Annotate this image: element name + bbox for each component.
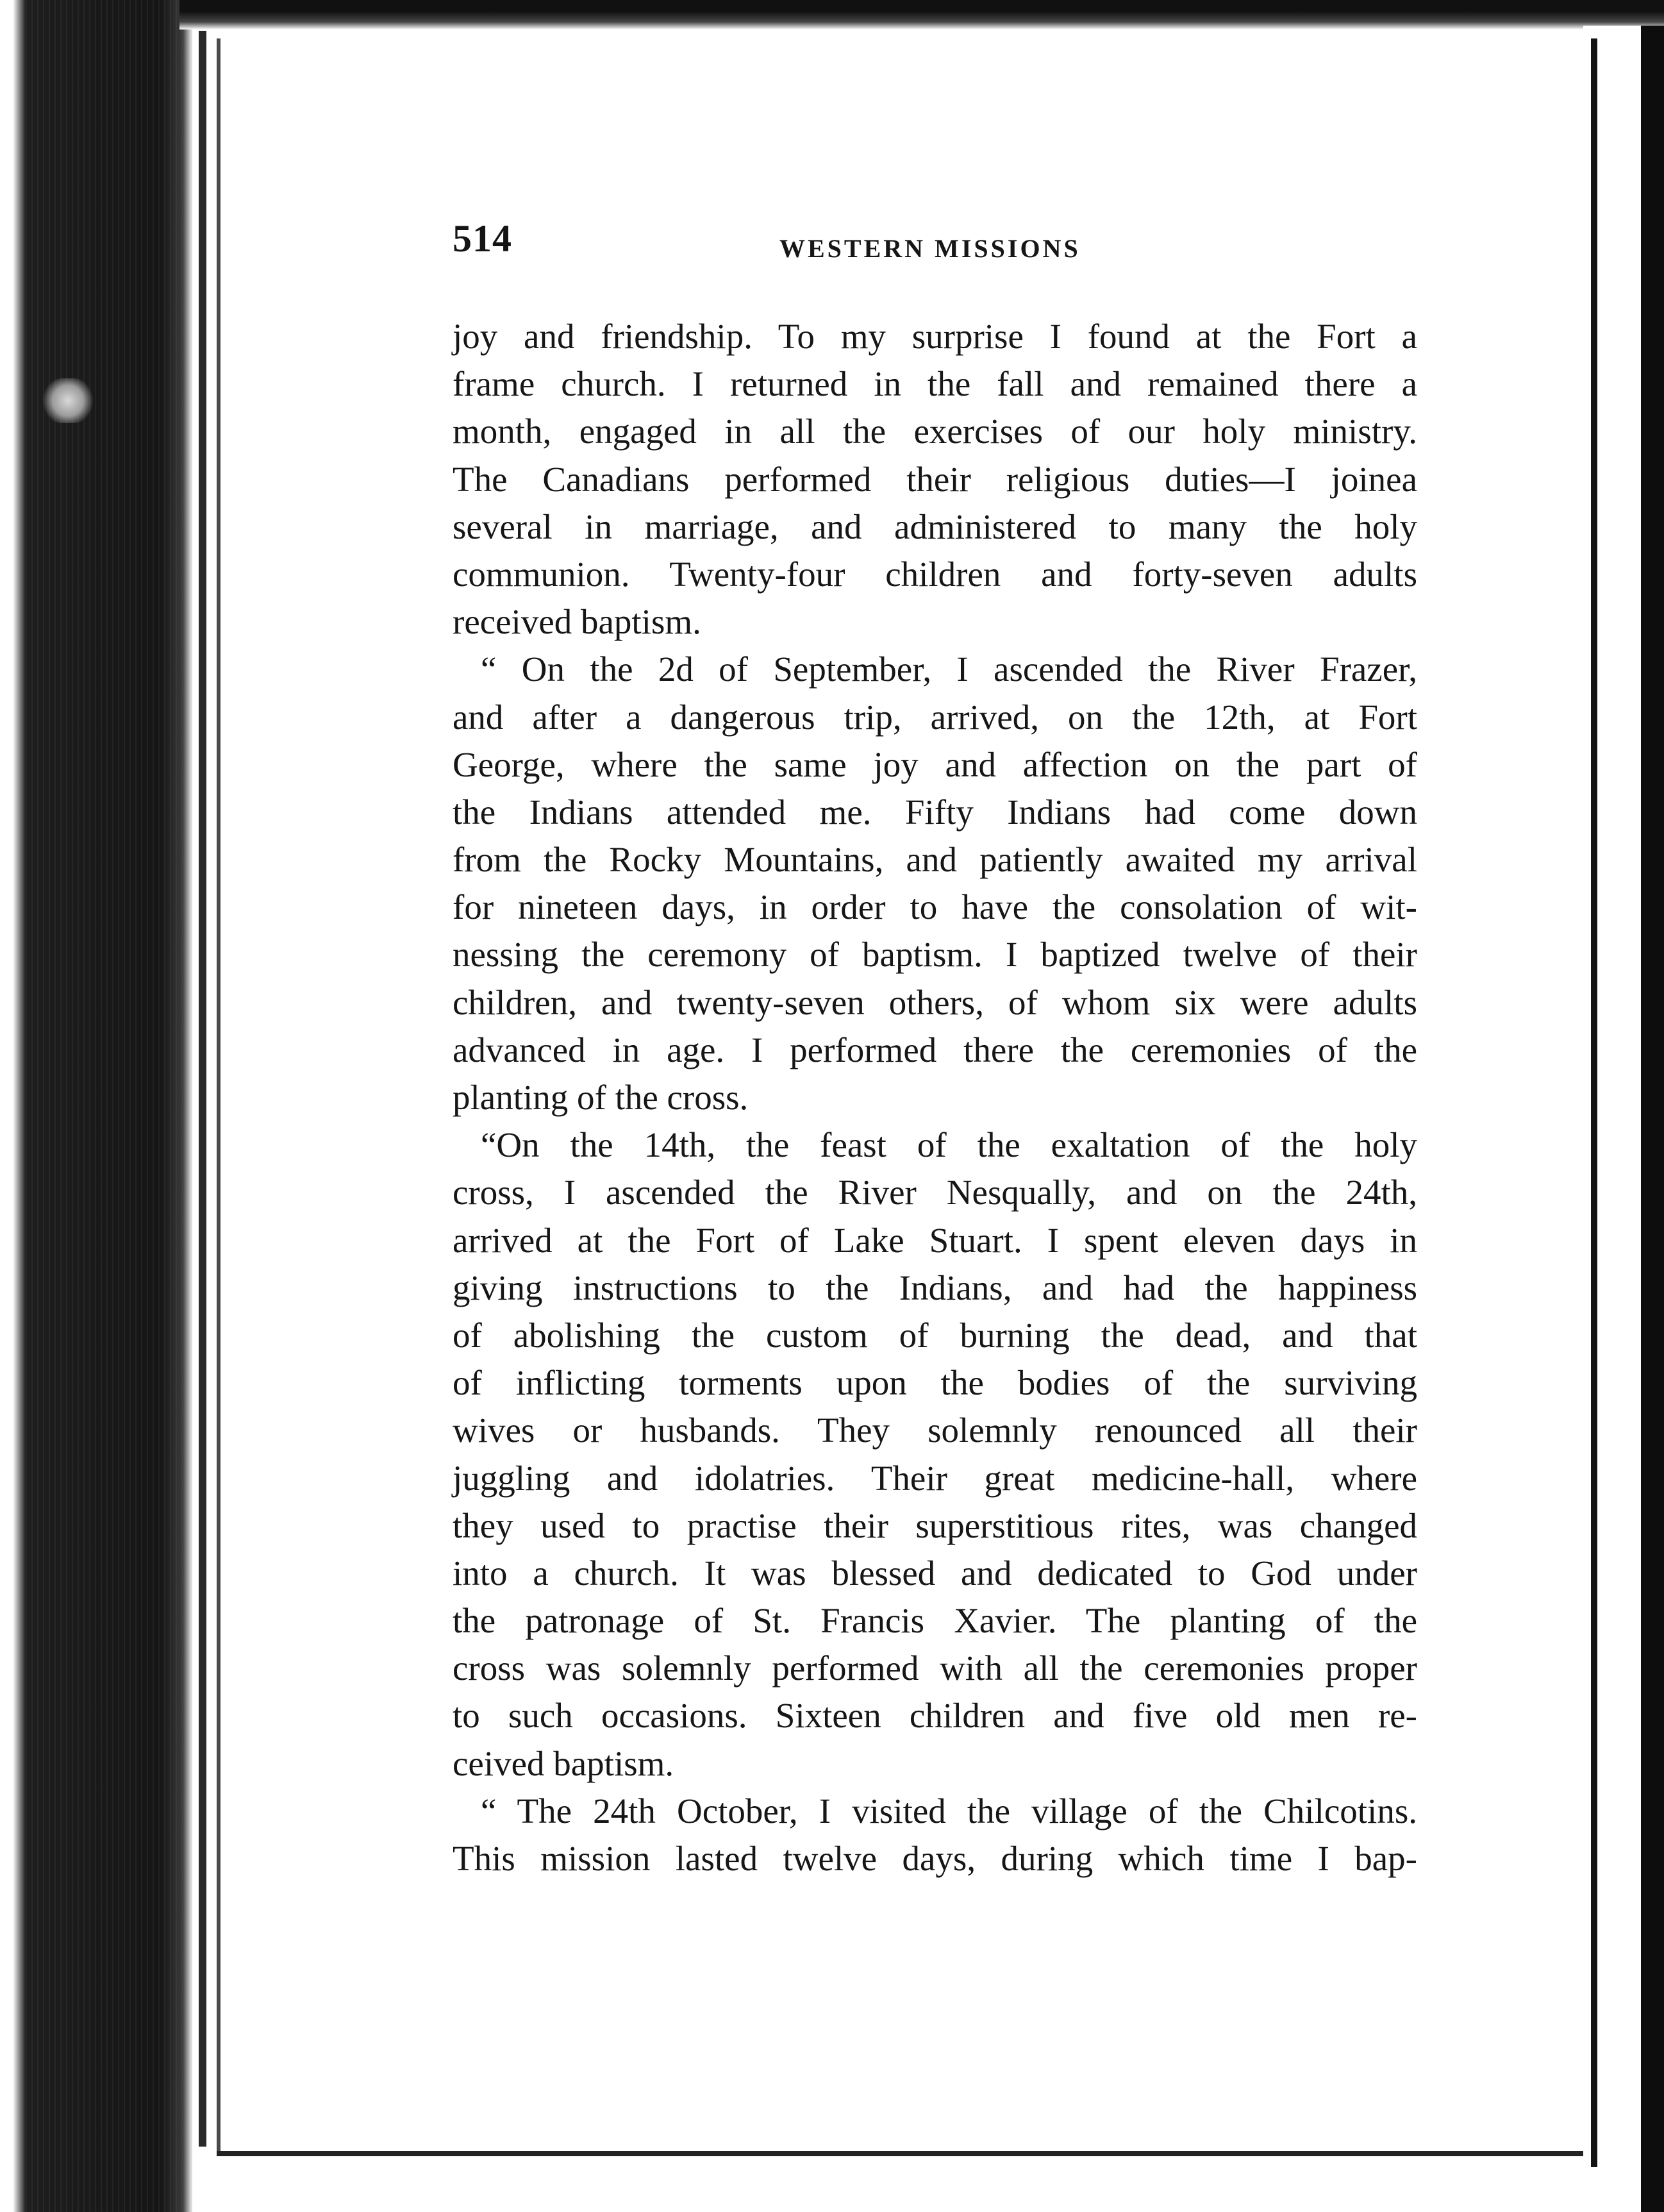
body-text xyxy=(453,313,1417,1882)
text-line: nessing the ceremony of baptism. I baptized twelve of their xyxy=(453,935,1417,975)
text-line: children, and twenty-seven others, of whom six were adults xyxy=(453,982,1417,1022)
text-line: cross was solemnly performed with all the ceremonies proper xyxy=(453,1648,1417,1688)
text-line: received baptism. xyxy=(453,602,701,642)
page-edge-inner xyxy=(217,38,220,2154)
text-line: giving instructions to the Indians, and had the happiness xyxy=(453,1268,1417,1307)
text-line: “ On the 2d of September, I ascended the River Frazer, xyxy=(481,649,1417,689)
running-head: WESTERN MISSIONS xyxy=(779,234,1081,263)
text-line: cross, I ascended the River Nesqually, and on the 24th, xyxy=(453,1173,1417,1212)
text-line: the Indians attended me. Fifty Indians had come down xyxy=(453,792,1417,832)
text-line: the patronage of St. Francis Xavier. The planting of the xyxy=(453,1601,1417,1641)
text-line: This mission lasted twelve days, during which time I bap- xyxy=(453,1839,1417,1878)
text-line: month, engaged in all the exercises of our holy ministry. xyxy=(453,412,1417,451)
text-line: into a church. It was blessed and dedicated to God under xyxy=(453,1553,1417,1593)
text-line: advanced in age. I performed there the ceremonies of the xyxy=(453,1030,1417,1069)
text-line: communion. Twenty-four children and forty-seven adults xyxy=(453,554,1417,594)
text-line: of inflicting torments upon the bodies of the surviving xyxy=(453,1363,1417,1403)
text-line: arrived at the Fort of Lake Stuart. I spent eleven days in xyxy=(453,1220,1417,1260)
text-line: for nineteen days, in order to have the consolation of wit- xyxy=(453,887,1417,927)
page-number: 514 xyxy=(453,217,512,260)
scanner-border-right xyxy=(1641,26,1664,2212)
text-line: to such occasions. Sixteen children and five old men re- xyxy=(453,1696,1417,1736)
facing-page-edge xyxy=(1591,38,1597,2167)
text-line: they used to practise their superstitious rites, was changed xyxy=(453,1505,1417,1545)
page-edge-outer xyxy=(199,31,206,2147)
text-line: George, where the same joy and affection on the part of xyxy=(453,744,1417,784)
text-line: of abolishing the custom of burning the dead, and that xyxy=(453,1315,1417,1355)
text-line: frame church. I returned in the fall and remained there a xyxy=(453,364,1417,404)
text-line: from the Rocky Mountains, and patiently awaited my arrival xyxy=(453,840,1417,880)
text-line: several in marriage, and administered to many the holy xyxy=(453,507,1417,546)
text-line: ceived baptism. xyxy=(453,1743,674,1783)
text-line: “On the 14th, the feast of the exaltation of the holy xyxy=(481,1125,1417,1165)
scan-smudge xyxy=(42,378,94,423)
scanner-streaks xyxy=(26,0,186,2212)
text-line: and after a dangerous trip, arrived, on the 12th, at Fort xyxy=(453,697,1417,737)
text-line: “ The 24th October, I visited the village of the Chilcotins. xyxy=(481,1791,1417,1831)
scanner-border-top xyxy=(179,0,1664,29)
text-line: juggling and idolatries. Their great medicine-hall, where xyxy=(453,1458,1417,1498)
text-line: planting of the cross. xyxy=(453,1078,749,1117)
text-line: The Canadians performed their religious duties—I joinea xyxy=(453,459,1417,499)
page-edge-bottom xyxy=(217,2151,1595,2156)
text-line: joy and friendship. To my surprise I found at the Fort a xyxy=(453,317,1417,356)
text-line: wives or husbands. They solemnly renounced all their xyxy=(453,1411,1417,1450)
